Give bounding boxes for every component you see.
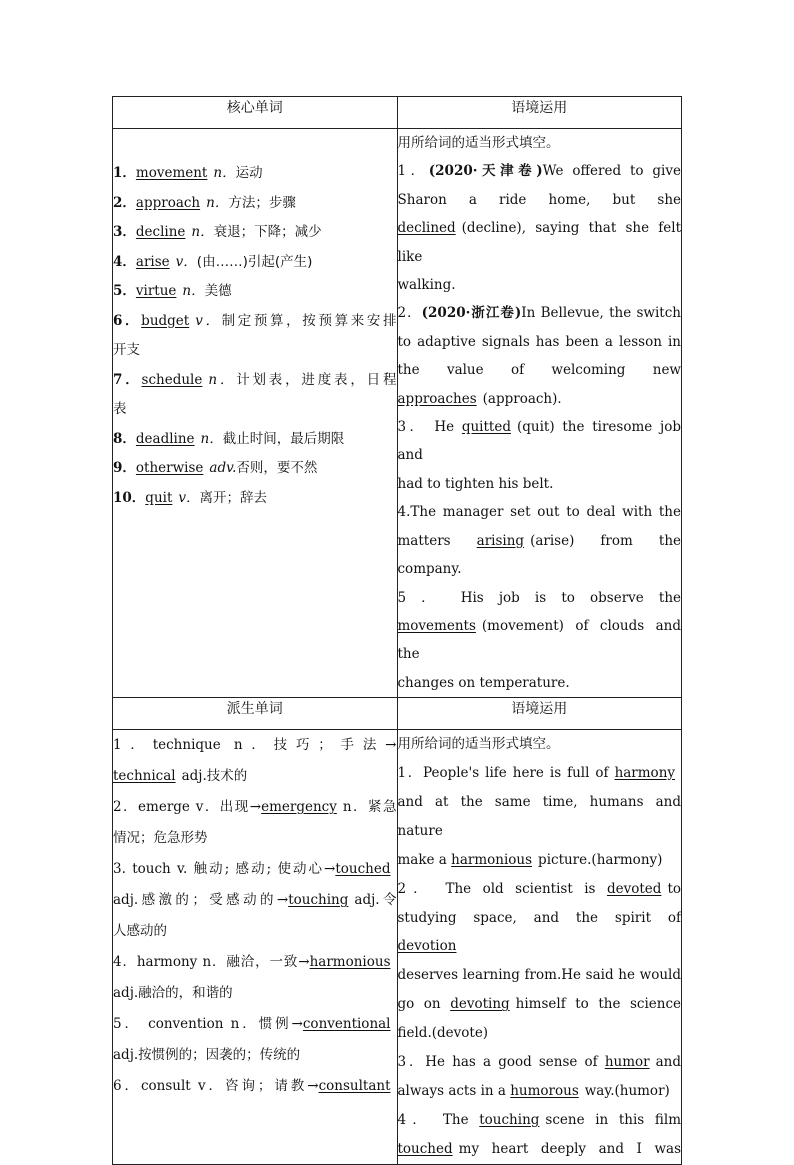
question-line: make a harmonious picture.(harmony) xyxy=(397,851,663,868)
core-word-item-cont: 表 xyxy=(113,401,127,417)
question-line: 2．(2020·浙江卷)In Bellevue, the switch xyxy=(397,305,681,322)
header-derived-words: 派生单词 xyxy=(113,698,398,730)
derived-line: adj.按惯例的；因袭的；传统的 xyxy=(113,1047,301,1064)
answer-blank: approach xyxy=(135,194,201,211)
content-row-2 xyxy=(113,730,682,1165)
question-line: 3． He quitted (quit) the tiresome job and xyxy=(397,419,681,464)
question-line: and at the same time, humans and nature xyxy=(397,793,681,839)
question-line: field.(devote) xyxy=(397,1025,489,1042)
header-context-1: 语境运用 xyxy=(397,97,682,129)
answer-blank: devoting xyxy=(450,996,510,1013)
derived-line: adj.融洽的，和谐的 xyxy=(113,985,233,1002)
core-word-item-cont: 开支 xyxy=(113,342,140,358)
instruction: 用所给词的适当形式填空。 xyxy=(397,135,560,151)
context-2-cell xyxy=(397,730,682,1165)
answer-blank: approaches xyxy=(397,390,477,407)
answer-blank: touching xyxy=(479,1111,540,1128)
answer-blank: arise xyxy=(135,253,170,270)
answer-blank: devoted xyxy=(606,880,662,897)
answer-blank: virtue xyxy=(135,283,177,299)
answer-blank: touching xyxy=(288,892,349,909)
derived-line: 人感动的 xyxy=(113,923,167,940)
question-line: 1．People's life here is full of harmony xyxy=(398,759,682,788)
question-line: to adaptive signals has been a lesson in xyxy=(397,333,681,350)
question-line: approaches (approach)． xyxy=(397,390,571,407)
question-line: studying space, and the spirit of devotion xyxy=(397,909,681,955)
derived-line: 5． convention n．惯例→conventional xyxy=(113,1009,397,1040)
header-context-2: 语境运用 xyxy=(397,698,682,730)
question-line: 3．He has a good sense of humor and xyxy=(397,1054,681,1071)
answer-blank: quit xyxy=(145,489,173,506)
question-line: 5 ． His job is to observe the xyxy=(397,589,681,606)
header-row-2 xyxy=(113,698,682,730)
question-line: always acts in a humorous way.(humor) xyxy=(397,1083,670,1099)
header-row-1 xyxy=(113,97,682,129)
answer-blank: harmonious xyxy=(309,954,391,971)
answer-blank: touched xyxy=(335,861,391,878)
answer-blank: deadline xyxy=(135,430,195,447)
derived-line: technical adj.技术的 xyxy=(113,768,248,785)
answer-blank: movements xyxy=(397,617,476,634)
instruction: 用所给词的适当形式填空。 xyxy=(397,736,560,753)
core-word-item: 1．movement n．运动 xyxy=(113,165,263,181)
question-line: go on devoting himself to the science xyxy=(397,996,682,1013)
answer-blank: humorous xyxy=(510,1083,579,1099)
question-line: the value of welcoming new xyxy=(397,362,681,379)
question-line: 1．(2020·天津卷)We offered to give xyxy=(397,163,681,180)
answer-blank: consultant xyxy=(318,1078,391,1095)
answer-blank: otherwise xyxy=(135,460,204,476)
answer-blank: harmonious xyxy=(451,851,533,868)
core-words-list xyxy=(113,159,397,513)
core-word-item: 6．budget v．制定预算，按预算来安排 xyxy=(113,312,397,329)
answer-blank: schedule xyxy=(141,371,203,388)
derived-line: 2．emerge v．出现→emergency n．紧急 xyxy=(113,799,397,816)
question-line: had to tighten his belt. xyxy=(397,475,554,492)
answer-blank: movement xyxy=(135,165,208,181)
core-word-item: 10．quit v．离开；辞去 xyxy=(113,489,268,506)
derived-line: 6．consult v．咨询；请教→consultant xyxy=(113,1071,397,1102)
core-words-cell xyxy=(113,129,398,698)
derived-line: 情况；危急形势 xyxy=(113,830,208,847)
derived-line: adj.感激的；受感动的→touching adj.令 xyxy=(113,892,397,909)
derived-words-cell xyxy=(113,730,398,1165)
answer-blank: arising xyxy=(476,532,525,549)
answer-blank: conventional xyxy=(302,1016,391,1033)
core-word-item: 7．schedule n．计划表，进度表，日程 xyxy=(113,371,397,388)
core-word-item: 9．otherwise adv.否则，要不然 xyxy=(113,460,318,476)
derived-line: 3. touch v. 触动; 感动; 使动心→touched xyxy=(113,854,397,885)
answer-blank: harmony xyxy=(614,765,676,782)
derived-line: 1．technique n．技巧；手法→ xyxy=(113,737,397,754)
core-word-item: 2．approach n．方法；步骤 xyxy=(113,194,296,211)
question-line: Sharon a ride home, but she xyxy=(397,191,681,208)
question-line: walking. xyxy=(397,277,456,294)
core-word-item: 4．arise v．(由……)引起(产生) xyxy=(113,253,313,270)
question-line: changes on temperature. xyxy=(397,674,570,691)
question-line: touched my heart deeply and I was xyxy=(397,1140,681,1157)
derived-line: 4．harmony n．融洽，一致→harmonious xyxy=(113,947,397,978)
content-row-1 xyxy=(113,129,682,698)
answer-blank: devotion xyxy=(397,938,457,955)
question-line: 2． The old scientist is devoted to xyxy=(397,880,681,897)
answer-blank: technical xyxy=(113,768,176,785)
answer-blank: humor xyxy=(604,1054,650,1071)
core-word-item: 5．virtue n．美德 xyxy=(113,283,232,299)
answer-blank: touched xyxy=(397,1140,453,1157)
header-core-words: 核心单词 xyxy=(113,97,398,129)
question-line: deserves learning from.He said he would xyxy=(397,967,681,984)
question-line: 4.The manager set out to deal with the xyxy=(397,504,681,521)
answer-blank: budget xyxy=(141,312,190,329)
vocabulary-table xyxy=(112,96,682,1165)
answer-blank: declined xyxy=(397,220,456,237)
core-word-item: 3．decline n．衰退；下降；减少 xyxy=(113,224,322,240)
question-line: declined (decline), saying that she felt like xyxy=(397,220,681,265)
core-word-item: 8．deadline n．截止时间，最后期限 xyxy=(113,430,345,447)
question-line: matters arising (arise) from the company. xyxy=(397,532,682,578)
answer-blank: quitted xyxy=(461,419,511,436)
answer-blank: decline xyxy=(135,224,186,240)
context-1-cell xyxy=(397,129,682,698)
question-line: 4． The touching scene in this film xyxy=(397,1111,681,1128)
question-line: movements (movement) of clouds and the xyxy=(397,617,681,663)
answer-blank: emergency xyxy=(261,799,337,816)
